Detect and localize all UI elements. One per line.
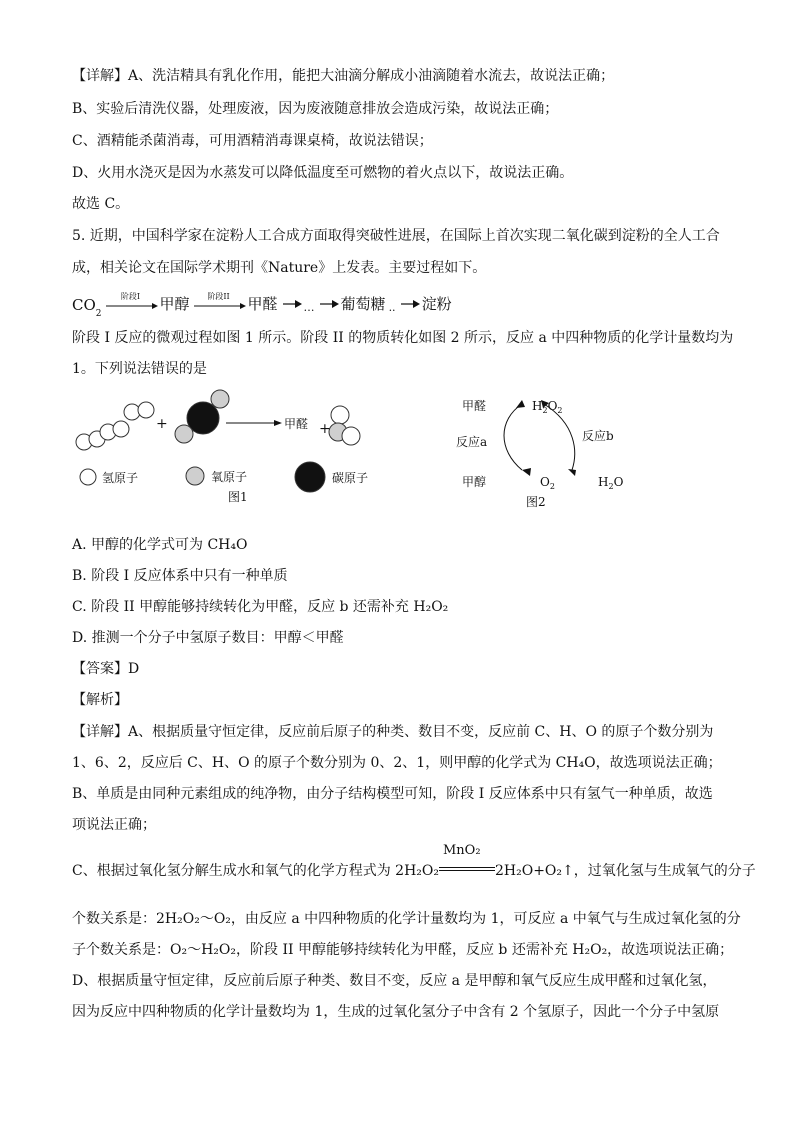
carbon-legend-icon [295, 462, 325, 492]
product-formaldehyde: 甲醛 [284, 417, 309, 431]
fig2-h2o: $H_2O$ [598, 475, 624, 491]
hydrogen-atom [342, 427, 360, 445]
oxygen-atom [175, 425, 193, 443]
co2-formula: CO 2 [72, 296, 102, 319]
equation-prefix: C、根据过氧化氢分解生成水和氧气的化学方程式为 2H₂O₂ [72, 863, 439, 879]
hydrogen-atom [124, 404, 140, 420]
option-d: D. 推测一个分子中氢原子数目：甲醇＜甲醛 [72, 630, 344, 646]
prev-explain-line-3: C、酒精能杀菌消毒，可用酒精消毒课桌椅，故说法错误； [72, 133, 433, 149]
fig2-methanol: 甲醇 [462, 475, 487, 489]
arrow-icon [400, 297, 420, 311]
explain-line-8: D、根据质量守恒定律，反应前后原子种类、数目不变，反应 a 是甲醇和氧气反应生成甲醛和过氧化氢， [72, 973, 717, 989]
explain-line-6: 个数关系是：2H₂O₂～O₂，由反应 a 中四种物质的化学计量数均为 1，可反应 a 中氧气与生成过氧化氢的分 [72, 911, 741, 927]
legend-oxygen-label: 氧原子 [211, 470, 248, 484]
explain-line-7: 子个数关系是：O₂～H₂O₂，阶段 II 甲醇能够持续转化为甲醛，反应 b 还需补充 H₂O₂，故选项说法正确； [72, 942, 734, 958]
plus-sign-2: + [319, 421, 331, 437]
figure-1-micro-process [68, 385, 398, 503]
option-a: A. 甲醇的化学式可为 CH₄O [72, 537, 248, 553]
oxygen-atom [211, 390, 229, 408]
prev-explain-line-4: D、火用水浇灭是因为水蒸发可以降低温度至可燃物的着火点以下，故说法正确。 [72, 165, 574, 181]
prev-explain-line-1: 【详解】A、洗洁精具有乳化作用，能把大油滴分解成小油滴随着水流去，故说法正确； [72, 68, 615, 84]
figure-2-conversion-cycle [456, 390, 636, 514]
stage2-arrow [192, 292, 246, 314]
explain-line-3: B、单质是由同种元素组成的纯净物，由分子结构模型可知，阶段 I 反应体系中只有氢气一种单质，故选 [72, 786, 713, 802]
hydrogen-atom [331, 406, 349, 424]
ellipsis-1: … [303, 301, 315, 314]
reaction-b-label: 反应b [582, 429, 614, 443]
answer-label: 【答案】D [72, 661, 140, 677]
process-equation [72, 288, 452, 319]
prev-explain-line-2: B、实验后清洗仪器，处理废液，因为废液随意排放会造成污染，故说法正确； [72, 101, 559, 117]
question-stem-line-3: 阶段 I 反应的微观过程如图 1 所示。阶段 II 的物质转化如图 2 所示，反应 a 中四种物质的化学计量数均为 [72, 330, 734, 346]
plus-sign-1: + [156, 416, 168, 432]
stage1-arrow [104, 292, 158, 314]
fig2-formaldehyde: 甲醛 [462, 399, 487, 413]
methanol-text: 甲醇 [159, 295, 190, 313]
explain-line-1: 【详解】A、根据质量守恒定律，反应前后原子的种类、数目不变，反应前 C、H、O 的原子个数分别为 [72, 724, 714, 740]
arrow-icon [319, 297, 339, 311]
figure-2-caption: 图2 [526, 495, 546, 509]
fig2-h2o2: $H_2O_2$ [532, 399, 563, 415]
legend-hydrogen-label: 氢原子 [102, 471, 139, 485]
formaldehyde-text: 甲醛 [247, 295, 278, 313]
reaction-condition [439, 843, 495, 881]
ellipsis-2: .. [388, 301, 396, 314]
hydrogen-atom [138, 402, 154, 418]
figure-1-caption: 图1 [228, 490, 248, 503]
hydrogen-atom [113, 421, 129, 437]
oxygen-legend-icon [186, 467, 204, 485]
reaction-a-arrow [504, 404, 522, 470]
question-stem-line-2: 成，相关论文在国际学术期刊《Nature》上发表。主要过程如下。 [72, 260, 487, 276]
reaction-a-label: 反应a [456, 435, 488, 449]
hydrogen-legend-icon [80, 469, 96, 485]
explain-line-5 [72, 843, 756, 881]
equation-suffix: 2H₂O+O₂↑，过氧化氢与生成氧气的分子 [494, 863, 756, 879]
explain-line-9: 因为反应中四种物质的化学计量数均为 1，生成的过氧化氢分子中含有 2 个氢原子，因此一个分子中氢原 [72, 1004, 720, 1020]
legend-carbon-label: 碳原子 [332, 471, 369, 485]
explain-line-2: 1、6、2，反应后 C、H、O 的原子个数分别为 0、2、1，则甲醇的化学式为 CH₄O，故选项说法正确； [72, 755, 722, 771]
analysis-label: 【解析】 [72, 692, 128, 708]
question-stem-line-4: 1。下列说法错误的是 [72, 361, 207, 377]
option-c: C. 阶段 II 甲醇能够持续转化为甲醛，反应 b 还需补充 H₂O₂ [72, 599, 449, 615]
glucose-text: 葡萄糖 [340, 295, 386, 313]
explain-line-4: 项说法正确； [72, 817, 156, 833]
question-stem-line-1: 5. 近期，中国科学家在淀粉人工合成方面取得突破性进展，在国际上首次实现二氧化碳到淀粉的全人工合 [72, 228, 720, 244]
arrow-icon [282, 297, 302, 311]
fig2-o2: $O_2$ [540, 475, 555, 491]
prev-answer-line: 故选 C。 [72, 196, 130, 212]
starch-text: 淀粉 [421, 295, 452, 313]
stage2-label: 阶段II [207, 292, 230, 301]
catalyst-label: MnO₂ [442, 843, 481, 858]
option-b: B. 阶段 I 反应体系中只有一种单质 [72, 568, 288, 584]
stage1-label: 阶段I [120, 292, 141, 301]
